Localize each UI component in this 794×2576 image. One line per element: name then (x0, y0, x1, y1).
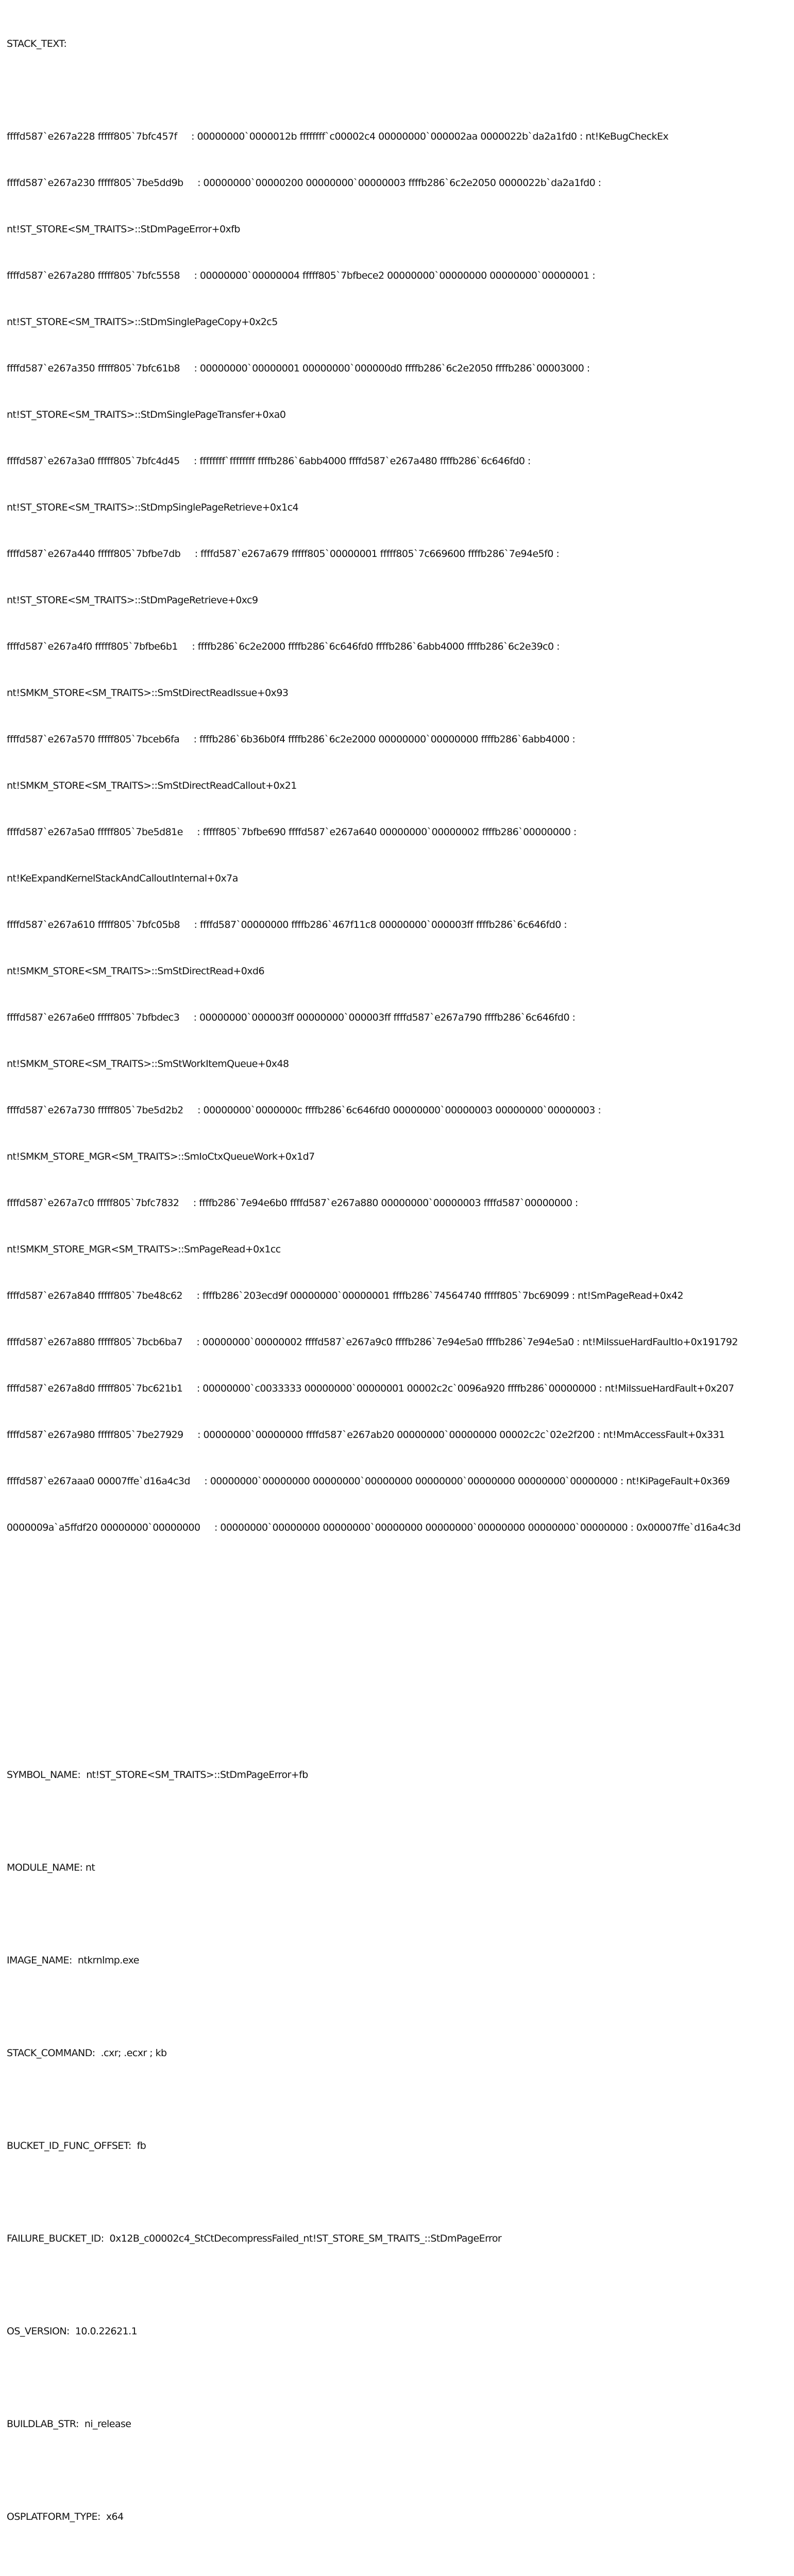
stack-line: nt!ST_STORE<SM_TRAITS>::StDmPageError+0xfb (7, 224, 240, 235)
stack-line: ffffd587`e267a440 fffff805`7bfbe7db : ffffd587`e267a679 fffff805`00000001 fffff805`7c669600 ffffb286`7e94e5f0 : (7, 548, 560, 560)
stack-line: ffffd587`e267a350 fffff805`7bfc61b8 : 00000000`00000001 00000000`000000d0 ffffb286`6c2e2050 ffffb286`00003000 : (7, 363, 590, 374)
section-spacer (7, 1659, 790, 1690)
field-image-name: IMAGE_NAME: ntkrnlmp.exe (7, 1955, 139, 1966)
stack-text (7, 98, 790, 1613)
field-bucket-id-func-offset: BUCKET_ID_FUNC_OFFSET: fb (7, 2140, 146, 2151)
stack-line: ffffd587`e267a980 fffff805`7be27929 : 00000000`00000000 ffffd587`e267ab20 00000000`00000000 00002c2c`02e2f200 : nt!MmAccessFault+0x331 (7, 1429, 725, 1440)
stack-line: nt!SMKM_STORE_MGR<SM_TRAITS>::SmPageRead+0x1cc (7, 1244, 281, 1255)
stack-line: ffffd587`e267a280 fffff805`7bfc5558 : 00000000`00000004 fffff805`7bfbece2 00000000`00000000 00000000`00000001 : (7, 270, 596, 281)
field-symbol-name: SYMBOL_NAME: nt!ST_STORE<SM_TRAITS>::StDmPageError+fb (7, 1769, 308, 1781)
stack-line: nt!ST_STORE<SM_TRAITS>::StDmSinglePageTransfer+0xa0 (7, 409, 286, 420)
stack-line: nt!SMKM_STORE<SM_TRAITS>::SmStDirectReadCallout+0x21 (7, 780, 297, 791)
stack-line: ffffd587`e267a3a0 fffff805`7bfc4d45 : ffffffff`ffffffff ffffb286`6abb4000 ffffd587`e267a480 ffffb286`6c646fd0 : (7, 455, 531, 467)
stack-header: STACK_TEXT: (7, 38, 67, 49)
field-buildlab-str: BUILDLAB_STR: ni_release (7, 2418, 131, 2430)
stack-line: nt!ST_STORE<SM_TRAITS>::StDmPageRetrieve+0xc9 (7, 595, 258, 606)
field-failure-bucket-id: FAILURE_BUCKET_ID: 0x12B_c00002c4_StCtDecompressFailed_nt!ST_STORE_SM_TRAITS_::StDmPageError (7, 2233, 502, 2244)
stack-line: nt!SMKM_STORE<SM_TRAITS>::SmStWorkItemQueue+0x48 (7, 1058, 289, 1070)
field-stack-command: STACK_COMMAND: .cxr; .ecxr ; kb (7, 2047, 167, 2059)
stack-line: nt!ST_STORE<SM_TRAITS>::StDmpSinglePageRetrieve+0x1c4 (7, 502, 299, 513)
field-osplatform-type: OSPLATFORM_TYPE: x64 (7, 2511, 124, 2522)
debug-report (7, 5, 790, 2576)
stack-line: nt!SMKM_STORE<SM_TRAITS>::SmStDirectReadIssue+0x93 (7, 687, 289, 699)
stack-line: ffffd587`e267a840 fffff805`7be48c62 : ffffb286`203ecd9f 00000000`00000001 ffffb286`74564740 fffff805`7bc69099 : nt!SmPageRead+0x42 (7, 1290, 683, 1301)
stack-line: ffffd587`e267a7c0 fffff805`7bfc7832 : ffffb286`7e94e6b0 ffffd587`e267a880 00000000`00000003 ffffd587`00000000 : (7, 1197, 578, 1209)
stack-line: nt!SMKM_STORE<SM_TRAITS>::SmStDirectRead+0xd6 (7, 965, 265, 977)
stack-line: ffffd587`e267aaa0 00007ffe`d16a4c3d : 00000000`00000000 00000000`00000000 00000000`00000000 00000000`00000000 : nt!KiPageFault+0x369 (7, 1476, 730, 1487)
stack-line: ffffd587`e267a8d0 fffff805`7bc621b1 : 00000000`c0033333 00000000`00000001 00002c2c`0096a920 ffffb286`00000000 : nt!MiIssueHardFault+0x207 (7, 1383, 734, 1394)
stack-line: ffffd587`e267a228 fffff805`7bfc457f : 00000000`0000012b ffffffff`c00002c4 00000000`000002aa 0000022b`da2a1fd0 : nt!KeBugCheckEx (7, 131, 669, 142)
stack-line: ffffd587`e267a6e0 fffff805`7bfbdec3 : 00000000`000003ff 00000000`000003ff ffffd587`e267a790 ffffb286`6c646fd0 : (7, 1012, 576, 1023)
stack-line: ffffd587`e267a4f0 fffff805`7bfbe6b1 : ffffb286`6c2e2000 ffffb286`6c646fd0 ffffb286`6abb4000 ffffb286`6c2e39c0 : (7, 641, 560, 652)
stack-line (7, 1566, 790, 1582)
stack-line: nt!SMKM_STORE_MGR<SM_TRAITS>::SmIoCtxQueueWork+0x1d7 (7, 1151, 315, 1162)
stack-line: ffffd587`e267a5a0 fffff805`7be5d81e : fffff805`7bfbe690 ffffd587`e267a640 00000000`00000002 ffffb286`00000000 : (7, 826, 577, 838)
field-module-name: MODULE_NAME: nt (7, 1862, 95, 1873)
stack-line: ffffd587`e267a880 fffff805`7bcb6ba7 : 00000000`00000002 ffffd587`e267a9c0 ffffb286`7e94e5a0 ffffb286`7e94e5a0 : nt!MiIssueHardFaultIo+0x191792 (7, 1336, 738, 1348)
stack-line: 0000009a`a5ffdf20 00000000`00000000 : 00000000`00000000 00000000`00000000 00000000`00000000 00000000`00000000 : 0x00007ffe`d16a4c3d (7, 1522, 741, 1533)
field-os-version: OS_VERSION: 10.0.22621.1 (7, 2326, 138, 2337)
stack-line: nt!ST_STORE<SM_TRAITS>::StDmSinglePageCopy+0x2c5 (7, 316, 278, 328)
stack-line: nt!KeExpandKernelStackAndCalloutInternal+0x7a (7, 873, 238, 884)
stack-line: ffffd587`e267a610 fffff805`7bfc05b8 : ffffd587`00000000 ffffb286`467f11c8 00000000`000003ff ffffb286`6c646fd0 : (7, 919, 567, 930)
stack-line: ffffd587`e267a230 fffff805`7be5dd9b : 00000000`00000200 00000000`00000003 ffffb286`6c2e2050 0000022b`da2a1fd0 : (7, 177, 601, 189)
stack-line: ffffd587`e267a730 fffff805`7be5d2b2 : 00000000`0000000c ffffb286`6c646fd0 00000000`00000003 00000000`00000003 : (7, 1105, 601, 1116)
stack-line: ffffd587`e267a570 fffff805`7bceb6fa : ffffb286`6b36b0f4 ffffb286`6c2e2000 00000000`00000000 ffffb286`6abb4000 : (7, 734, 576, 745)
analysis-fields (7, 1736, 790, 2576)
